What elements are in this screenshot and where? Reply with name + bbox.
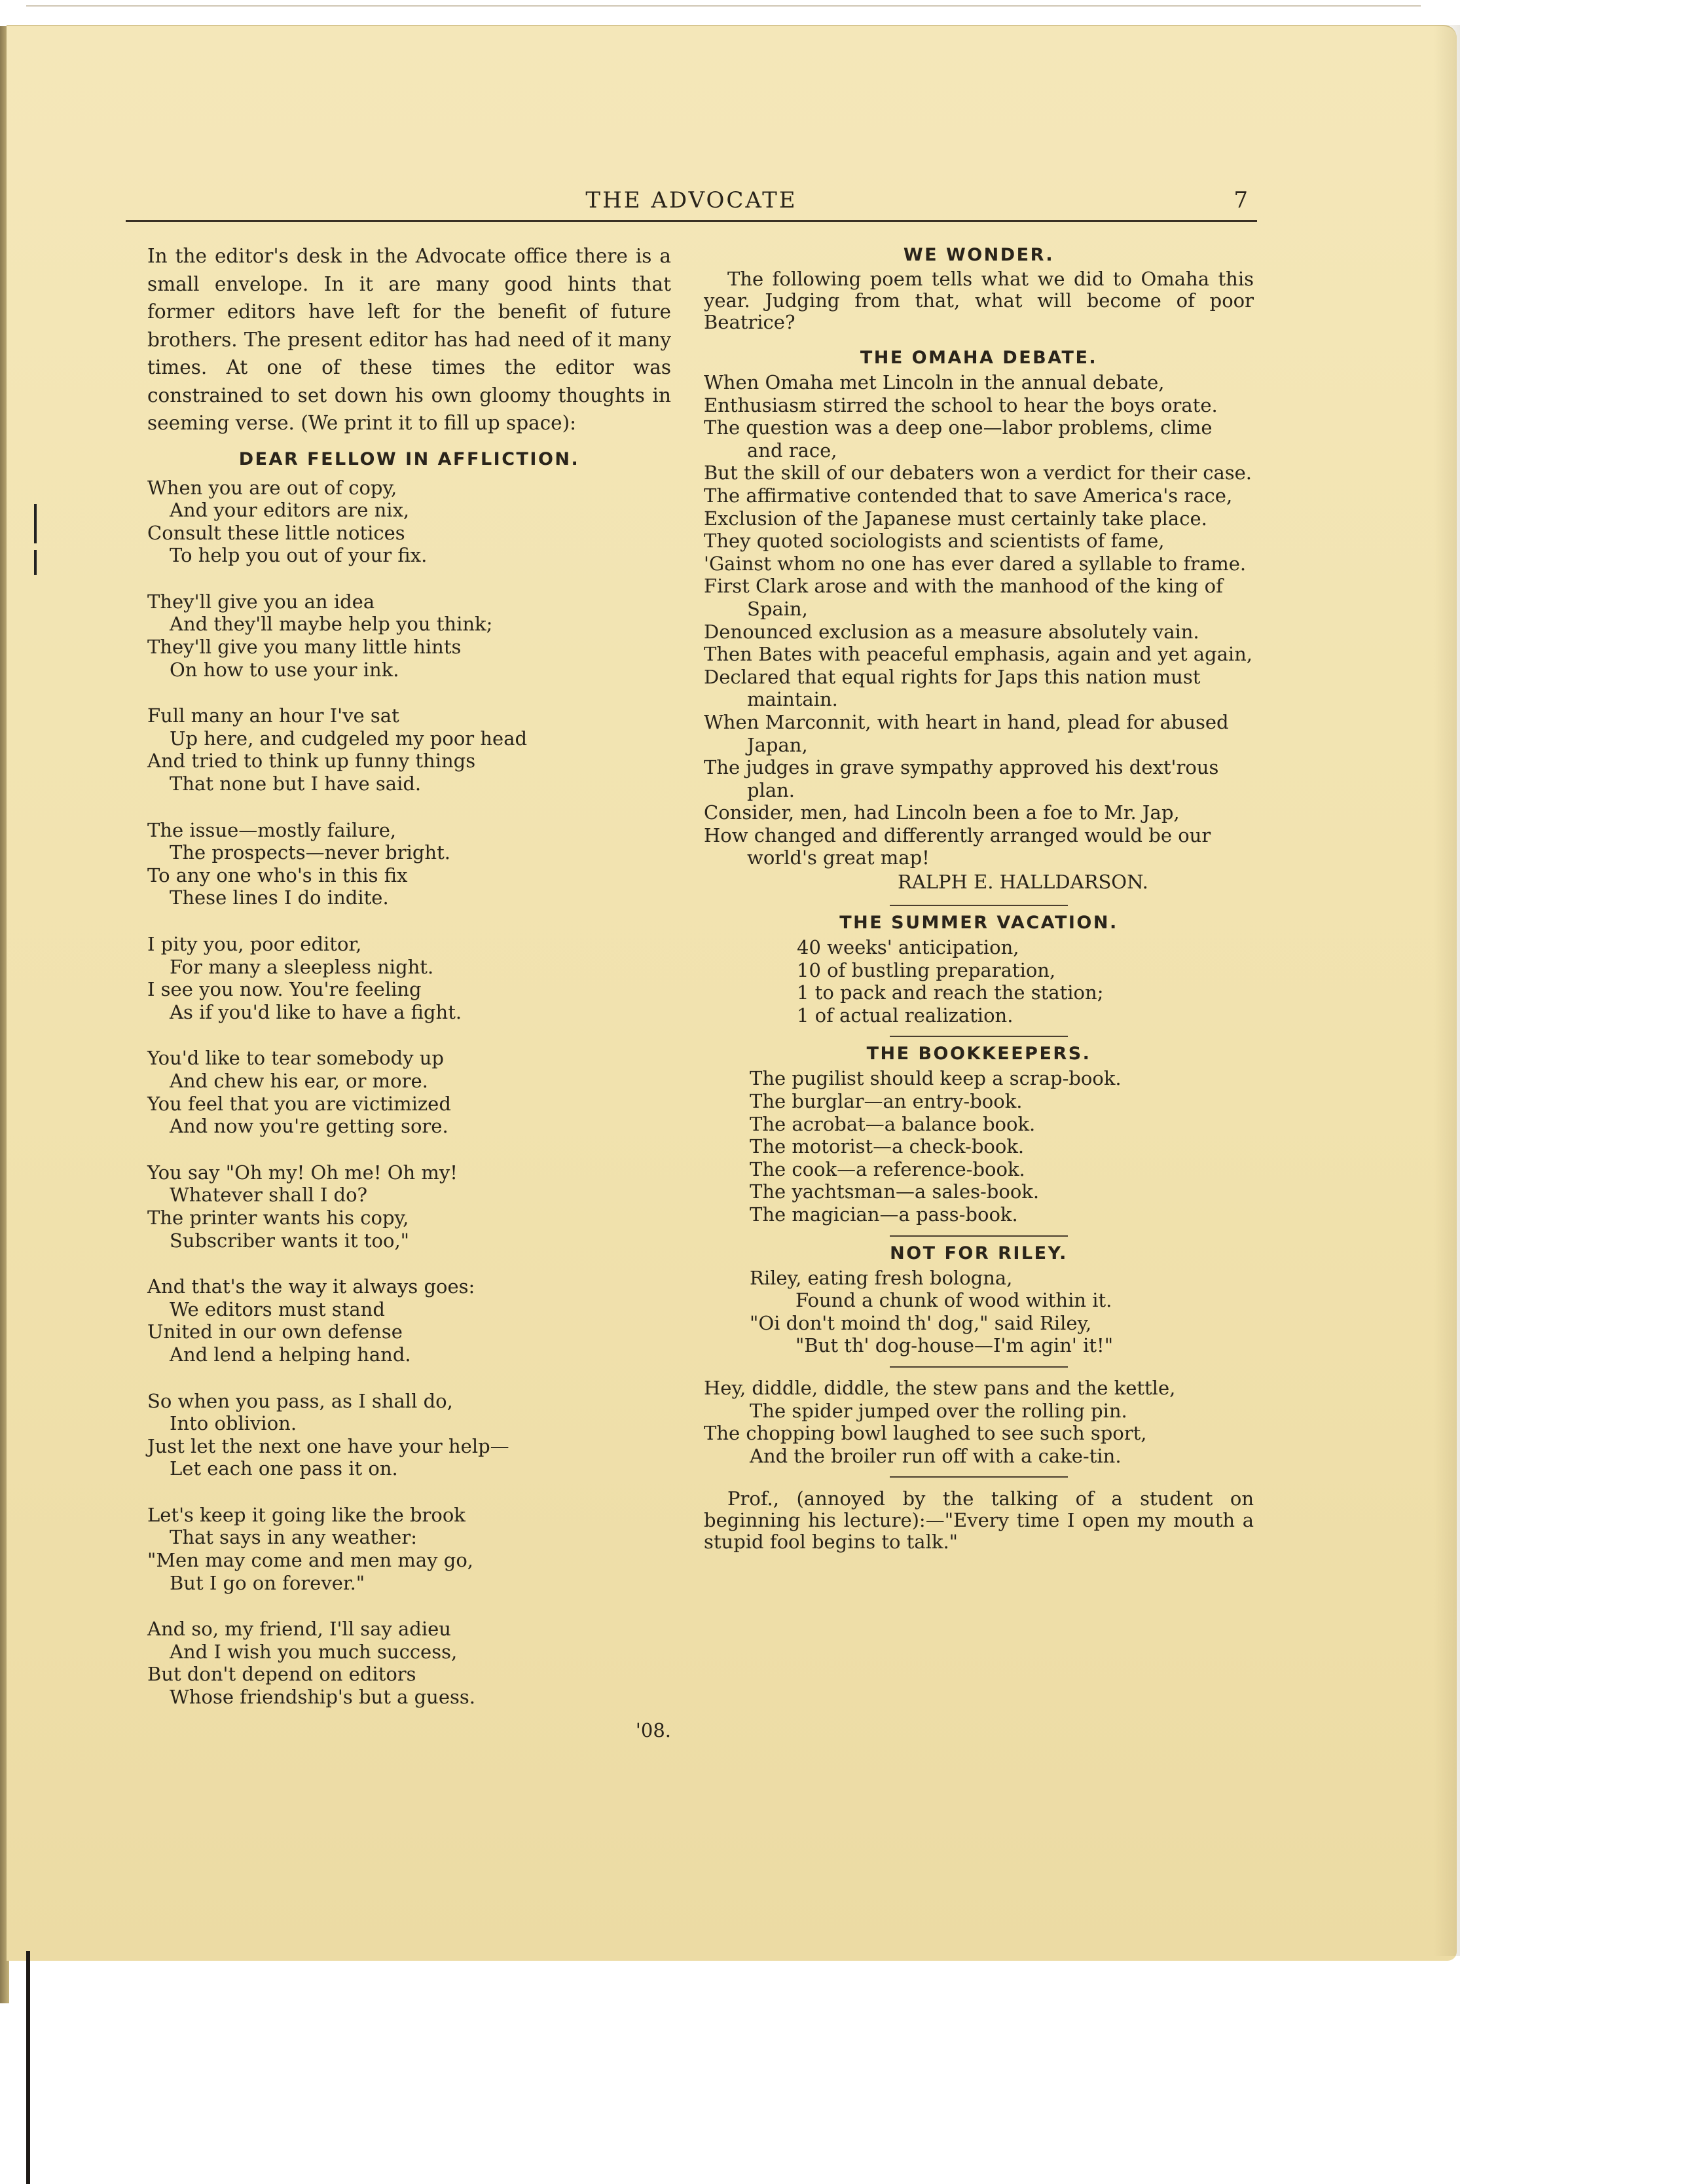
poem-line: United in our own defense [147,1320,403,1343]
page-shadow [1434,25,1460,1956]
poem-stanza [147,1390,671,1480]
poem-stanza [147,819,671,909]
bookkeeper-line: The magician—a pass-book. [750,1203,1018,1226]
scan-margin-bar [26,1951,30,2184]
poem-stanza [147,1161,671,1252]
poem-line: You feel that you are victimized [147,1092,451,1115]
page-stack-edge [26,5,1421,27]
poem-signature: '08. [635,1719,671,1741]
poem-line: That says in any weather: [170,1526,417,1549]
bookkeeper-line: The acrobat—a balance book. [750,1112,1036,1135]
riley-line: Riley, eating fresh bologna, [750,1266,1013,1289]
poem-line: These lines I do indite. [170,886,389,909]
diddle-line: The spider jumped over the rolling pin. [750,1399,1127,1422]
poem-line: The printer wants his copy, [147,1206,409,1229]
bookkeepers-list [704,1067,1254,1226]
we-wonder-text: The following poem tells what we did to Omaha this year. Judging from that, what will become of poor Beatrice? [704,268,1254,333]
poem-stanza [147,591,671,681]
left-column [147,242,671,1741]
poem-line: To help you out of your fix. [170,544,428,567]
debate-line: Denounced exclusion as a measure absolutely vain. [704,620,1199,643]
running-title: THE ADVOCATE [585,187,797,213]
poem-stanza [147,1618,671,1708]
diddle-line: And the broiler run off with a cake-tin. [750,1444,1122,1467]
poem-line: And that's the way it always goes: [147,1275,475,1298]
poem-line: But I go on forever." [170,1571,365,1594]
poem-line: And they'll maybe help you think; [170,613,493,636]
poem-line: The prospects—never bright. [170,841,450,864]
debate-line: When Marconnit, with heart in hand, plead for abused Japan, [704,710,1229,756]
poem-line: And I wish you much success, [170,1640,458,1663]
diddle-line: The chopping bowl laughed to see such sport, [704,1422,1147,1445]
right-column [704,242,1254,1553]
bookkeeper-line: The motorist—a check-book. [750,1135,1025,1158]
debate-poem [704,371,1254,869]
poem-title: DEAR FELLOW IN AFFLICTION. [238,448,580,469]
poem-line: And your editors are nix, [170,499,410,522]
poem-line: They'll give you many little hints [147,636,462,659]
page-number: 7 [1233,187,1248,213]
poem-line: Consult these little notices [147,521,405,544]
prof-anecdote: Prof., (annoyed by the talking of a student on beginning his lecture):—"Every time I open my mouth a stupid fool begins to talk." [704,1487,1254,1554]
debate-line: But the skill of our debaters won a verdict for their case. [704,462,1252,484]
summer-line: 40 weeks' anticipation, [797,936,1019,959]
margin-mark [34,504,37,543]
bookkeeper-line: The cook—a reference-book. [750,1157,1025,1180]
poem-line: Let's keep it going like the brook [147,1503,466,1526]
poem-stanza [147,1504,671,1594]
debate-line: How changed and differently arranged would be our world's great map! [704,824,1211,869]
summer-poem [704,936,1254,1027]
poem-line: "Men may come and men may go, [147,1549,473,1572]
section-title-omaha-debate: THE OMAHA DEBATE. [860,348,1098,368]
poem-line: For many a sleepless night. [170,955,434,978]
poem-line: And so, my friend, I'll say adieu [147,1618,451,1641]
poem-line: I pity you, poor editor, [147,933,362,955]
poem-line: And now you're getting sore. [170,1115,448,1138]
debate-line: The affirmative contended that to save America's race, [704,484,1233,507]
poem-stanza [147,933,671,1023]
poem-line: Whatever shall I do? [170,1184,368,1207]
poem-stanza [147,477,671,567]
debate-line: Then Bates with peaceful emphasis, again and yet again, [704,643,1253,666]
poem-line: When you are out of copy, [147,476,397,499]
debate-line: The question was a deep one—labor problems, clime and race, [704,416,1213,462]
header-rule [126,220,1257,222]
poem-line: You'd like to tear somebody up [147,1047,444,1070]
poem-line: I see you now. You're feeling [147,978,422,1001]
debate-line: Exclusion of the Japanese must certainly take place. [704,507,1207,530]
poem-line: And lend a helping hand. [170,1343,411,1366]
section-title-bookkeepers: THE BOOKKEEPERS. [866,1044,1091,1065]
section-title-not-for-riley: NOT FOR RILEY. [890,1243,1068,1264]
summer-line: 1 of actual realization. [797,1004,1014,1027]
bookkeeper-line: The yachtsman—a sales-book. [750,1180,1040,1203]
bookkeeper-line: The pugilist should keep a scrap-book. [750,1067,1122,1090]
summer-line: 1 to pack and reach the station; [797,981,1104,1004]
poem-line: Full many an hour I've sat [147,704,399,727]
poem-line: On how to use your ink. [170,658,399,681]
poem-line: They'll give you an idea [147,590,375,613]
poem-line: Whose friendship's but a guess. [170,1686,475,1709]
section-title-summer-vacation: THE SUMMER VACATION. [839,913,1118,934]
poem-line: The issue—mostly failure, [147,818,397,841]
debate-line: Enthusiasm stirred the school to hear the boys orate. [704,393,1218,416]
debate-line: When Omaha met Lincoln in the annual debate, [704,371,1165,393]
poem-line: And chew his ear, or more. [170,1069,428,1092]
poem-line: Subscriber wants it too," [170,1229,409,1252]
poem-line: And tried to think up funny things [147,750,476,773]
debate-author: RALPH E. HALLDARSON. [898,871,1148,894]
poem-line: We editors must stand [170,1298,385,1320]
debate-line: The judges in grave sympathy approved his dext'rous plan. [704,756,1219,801]
bookkeeper-line: The burglar—an entry-book. [750,1090,1023,1113]
page-header [126,178,1257,215]
poem-line: So when you pass, as I shall do, [147,1389,453,1412]
riley-line: "But th' dog-house—I'm agin' it!" [795,1334,1114,1357]
margin-mark [34,550,37,575]
poem-line: To any one who's in this fix [147,864,408,886]
riley-line: Found a chunk of wood within it. [795,1289,1112,1312]
debate-line: They quoted sociologists and scientists of fame, [704,530,1165,553]
debate-line: Consider, men, had Lincoln been a foe to Mr. Jap, [704,801,1180,824]
debate-line: Declared that equal rights for Japs this nation must maintain. [704,665,1201,711]
poem-line: Into oblivion. [170,1412,297,1435]
poem-stanza [147,1275,671,1366]
diddle-poem [704,1377,1254,1467]
diddle-line: Hey, diddle, diddle, the stew pans and the kettle, [704,1376,1176,1399]
poem-body [147,477,671,1709]
debate-line: First Clark arose and with the manhood of the king of Spain, [704,575,1223,620]
riley-poem [704,1267,1254,1357]
poem-line: Just let the next one have your help— [147,1434,509,1457]
poem-line: Let each one pass it on. [170,1457,398,1480]
section-title-we-wonder: WE WONDER. [903,245,1055,265]
riley-line: "Oi don't moind th' dog," said Riley, [750,1311,1092,1334]
debate-line: 'Gainst whom no one has ever dared a syllable to frame. [704,552,1247,575]
intro-paragraph: In the editor's desk in the Advocate office there is a small envelope. In it are many good hints that former editors have left for the benefit of future brothers. The present editor has had need of it many times. At one of these times the editor was constrained to set down his own gloomy thoughts in seeming verse. (We print it to fill up space): [147,245,671,434]
poem-line: But don't depend on editors [147,1663,416,1686]
summer-line: 10 of bustling preparation, [797,958,1056,981]
poem-stanza [147,704,671,795]
poem-stanza [147,1047,671,1137]
poem-line: As if you'd like to have a fight. [170,1000,462,1023]
poem-line: That none but I have said. [170,773,422,795]
poem-line: Up here, and cudgeled my poor head [170,727,528,750]
poem-line: You say "Oh my! Oh me! Oh my! [147,1161,458,1184]
